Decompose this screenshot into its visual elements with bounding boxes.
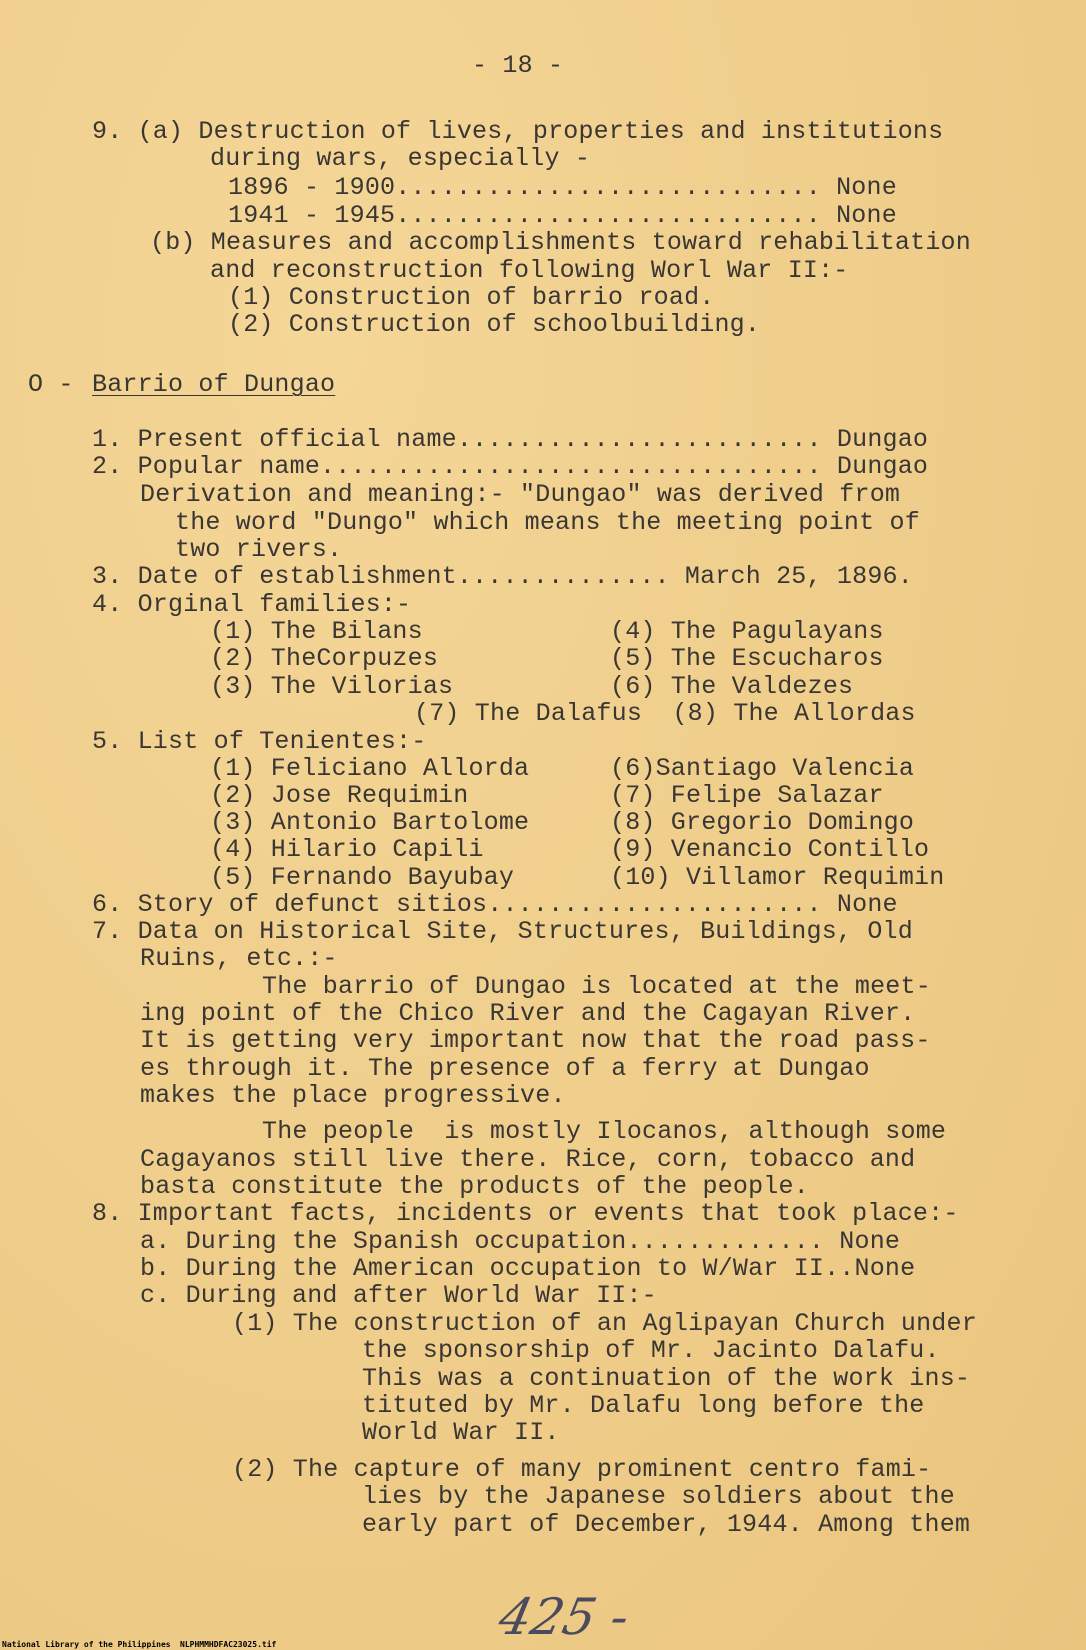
text-line: Cagayanos still live there. Rice, corn, tobacco and [140,1145,916,1174]
teniente-item: (7) Felipe Salazar [610,781,884,810]
text-line: Ruins, etc.:- [140,944,338,973]
page-number: - 18 - [472,51,564,80]
teniente-item: (6)Santiago Valencia [610,754,915,783]
teniente-item: (5) Fernando Bayubay [210,863,515,892]
teniente-item: (10) Villamor Requimin [610,863,945,892]
footer-file-id: NLPHMMHDFAC23025.tif [180,1640,277,1649]
family-item: (3) The Vilorias [210,672,454,701]
text-line: es through it. The presence of a ferry at Dungao [140,1054,870,1083]
footer-library: National Library of the Philippines [2,1640,171,1649]
teniente-item: (4) Hilario Capili [210,835,484,864]
text-line: a. During the Spanish occupation............. None [140,1227,901,1256]
section-heading: Barrio of Dungao [92,370,336,399]
item-8: 8. Important facts, incidents or events that took place:- [92,1199,959,1228]
item-6: 6. Story of defunct sitios...................... None [92,890,898,919]
family-item: (1) The Bilans [210,617,423,646]
item-9a: 9. (a) Destruction of lives, properties and institutions [92,117,944,146]
handwritten-page-note: 425 - [493,1588,635,1646]
item-4: 4. Orginal families:- [92,590,412,619]
family-item: (2) TheCorpuzes [210,644,439,673]
text-line: basta constitute the products of the people. [140,1172,809,1201]
text-line: b. During the American occupation to W/War II..None [140,1254,916,1283]
item-2: 2. Popular name................................. Dungao [92,452,929,481]
text-line: World War II. [362,1418,560,1447]
text-line: The people is mostly Ilocanos, although some [262,1117,947,1146]
text-line: early part of December, 1944. Among them [362,1510,971,1539]
text-line: ing point of the Chico River and the Cagayan River. [140,999,916,1028]
text-line: Derivation and meaning:- "Dungao" was derived from [140,480,901,509]
text-line: This was a continuation of the work ins- [362,1364,971,1393]
teniente-item: (1) Feliciano Allorda [210,754,530,783]
text-line: c. During and after World War II:- [140,1281,657,1310]
text-line: (1) Construction of barrio road. [228,283,715,312]
family-item: (7) The Dalafus (8) The Allordas [414,699,916,728]
text-line: the word "Dungo" which means the meeting point of [175,508,920,537]
text-line: (2) The capture of many prominent centro fami- [232,1455,932,1484]
teniente-item: (9) Venancio Contillo [610,835,930,864]
item-7: 7. Data on Historical Site, Structures, Buildings, Old [92,917,913,946]
family-item: (6) The Valdezes [610,672,854,701]
text-line: two rivers. [175,535,343,564]
teniente-item: (2) Jose Requimin [210,781,469,810]
text-line: lies by the Japanese soldiers about the [362,1482,955,1511]
text-line: (2) Construction of schoolbuilding. [228,310,761,339]
text-line: tituted by Mr. Dalafu long before the [362,1391,925,1420]
text-line: the sponsorship of Mr. Jacinto Dalafu. [362,1336,940,1365]
text-line: makes the place progressive. [140,1081,566,1110]
section-label: O - [28,370,89,399]
item-3: 3. Date of establishment.............. March 25, 1896. [92,562,913,591]
text-line: during wars, especially - [210,144,591,173]
teniente-item: (8) Gregorio Domingo [610,808,915,837]
text-line: (1) The construction of an Aglipayan Church under [232,1309,977,1338]
family-item: (4) The Pagulayans [610,617,884,646]
item-1: 1. Present official name........................ Dungao [92,425,929,454]
text-line: It is getting very important now that the road pass- [140,1026,931,1055]
item-9b: (b) Measures and accomplishments toward rehabilitation [150,228,971,257]
text-line: 1896 - 1900............................ None [228,173,897,202]
family-item: (5) The Escucharos [610,644,884,673]
text-line: The barrio of Dungao is located at the meet- [262,972,931,1001]
teniente-item: (3) Antonio Bartolome [210,808,530,837]
text-line: 1941 - 1945............................ None [228,201,897,230]
item-5: 5. List of Tenientes:- [92,727,427,756]
text-line: and reconstruction following Worl War II:- [210,256,849,285]
